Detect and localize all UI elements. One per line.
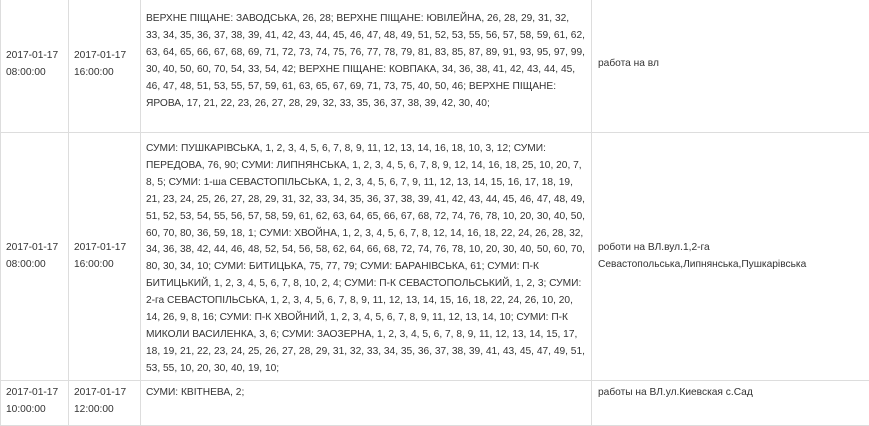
- end-time: 2017-01-17 12:00:00: [69, 381, 141, 426]
- start-time: 2017-01-17 08:00:00: [1, 133, 69, 381]
- table-row: [1, 133, 869, 381]
- start-time: 2017-01-17 08:00:00: [1, 0, 69, 133]
- work-description: работа на вл: [592, 0, 869, 133]
- table-row: [1, 0, 869, 133]
- address-list: ВЕРХНЕ ПІЩАНЕ: ЗАВОДСЬКА, 26, 28; ВЕРХНЕ ПІЩАНЕ: ЮВІЛЕЙНА, 26, 28, 29, 31, 32, 33, 34, 35, 36, 37, 38, 39, 41, 42, 43, 44, 45, 46, 47, 48, 49, 51, 52, 53, 55, 56, 57, 58, 59, 61, 62, 63, 64, 65, 66, 67, 68, 69, 71, 72, 73, 74, 75, 76, 77, 78, 79, 81, 83, 85, 87, 89, 91, 93, 95, 97, 99, 30, 40, 50, 60, 70, 54, 33, 54, 42; ВЕРХНЕ ПІЩАНЕ: КОВПАКА, 34, 36, 38, 41, 42, 43, 44, 45, 46, 47, 48, 51, 53, 55, 57, 59, 61, 63, 65, 67, 69, 71, 73, 75, 40, 50, 46; ВЕРХНЕ ПІЩАНЕ: ЯРОВА, 17, 21, 22, 23, 26, 27, 28, 29, 32, 33, 35, 36, 37, 38, 39, 42, 30, 40;: [141, 0, 592, 133]
- work-description: работы на ВЛ.ул.Киевская с.Сад: [592, 381, 869, 426]
- work-description: роботи на ВЛ.вул.1,2-га Севастопольська,Липнянська,Пушкарівська: [592, 133, 869, 381]
- table-row: [1, 381, 869, 426]
- end-time: 2017-01-17 16:00:00: [69, 0, 141, 133]
- end-time: 2017-01-17 16:00:00: [69, 133, 141, 381]
- start-time: 2017-01-17 10:00:00: [1, 381, 69, 426]
- address-list: СУМИ: ПУШКАРІВСЬКА, 1, 2, 3, 4, 5, 6, 7, 8, 9, 11, 12, 13, 14, 16, 18, 10, 3, 12; СУМИ: ПЕРЕДОВА, 76, 90; СУМИ: ЛИПНЯНСЬКА, 1, 2, 3, 4, 5, 6, 7, 8, 9, 12, 14, 16, 18, 25, 10, 20, 7, 8, 5; СУМИ: 1-ша СЕВАСТОПІЛЬСЬКА, 1, 2, 3, 4, 5, 6, 7, 9, 11, 12, 13, 14, 15, 16, 17, 18, 19, 21, 23, 24, 25, 26, 27, 28, 29, 31, 32, 33, 34, 35, 36, 37, 38, 39, 41, 42, 43, 44, 45, 46, 47, 48, 49, 51, 52, 53, 54, 55, 56, 57, 58, 59, 61, 62, 63, 64, 65, 66, 67, 68, 72, 74, 76, 78, 10, 20, 30, 40, 50, 60, 70, 80, 36, 59, 18, 1; СУМИ: ХВОЙНА, 1, 2, 3, 4, 5, 6, 7, 8, 12, 14, 16, 18, 22, 24, 26, 28, 32, 34, 36, 38, 42, 44, 46, 48, 52, 54, 56, 58, 62, 64, 66, 68, 72, 74, 76, 78, 10, 20, 30, 40, 50, 60, 70, 80, 30, 34, 10; СУМИ: БИТИЦЬКА, 75, 77, 79; СУМИ: БАРАНІВСЬКА, 61; СУМИ: П-К БИТИЦЬКИЙ, 1, 2, 3, 4, 5, 6, 7, 8, 10, 2, 4; СУМИ: П-К СЕВАСТОПОЛЬСЬКИЙ, 1, 2, 3; СУМИ: 2-га СЕВАСТОПІЛЬСЬКА, 1, 2, 3, 4, 5, 6, 7, 8, 9, 11, 12, 13, 14, 15, 16, 18, 22, 24, 26, 10, 20, 14, 26, 9, 8, 16; СУМИ: П-К ХВОЙНИЙ, 1, 2, 3, 4, 5, 6, 7, 8, 9, 11, 12, 13, 14, 10; СУМИ: П-К МИКОЛИ ВАСИЛЕНКА, 3, 6; СУМИ: ЗАОЗЕРНА, 1, 2, 3, 4, 5, 6, 7, 8, 9, 11, 12, 13, 14, 15, 17, 18, 19, 21, 22, 23, 24, 25, 26, 27, 28, 29, 31, 32, 33, 34, 35, 36, 37, 38, 39, 41, 43, 45, 47, 49, 51, 53, 55, 10, 20, 30, 40, 19, 10;: [141, 133, 592, 381]
- address-list: СУМИ: КВІТНЕВА, 2;: [141, 381, 592, 426]
